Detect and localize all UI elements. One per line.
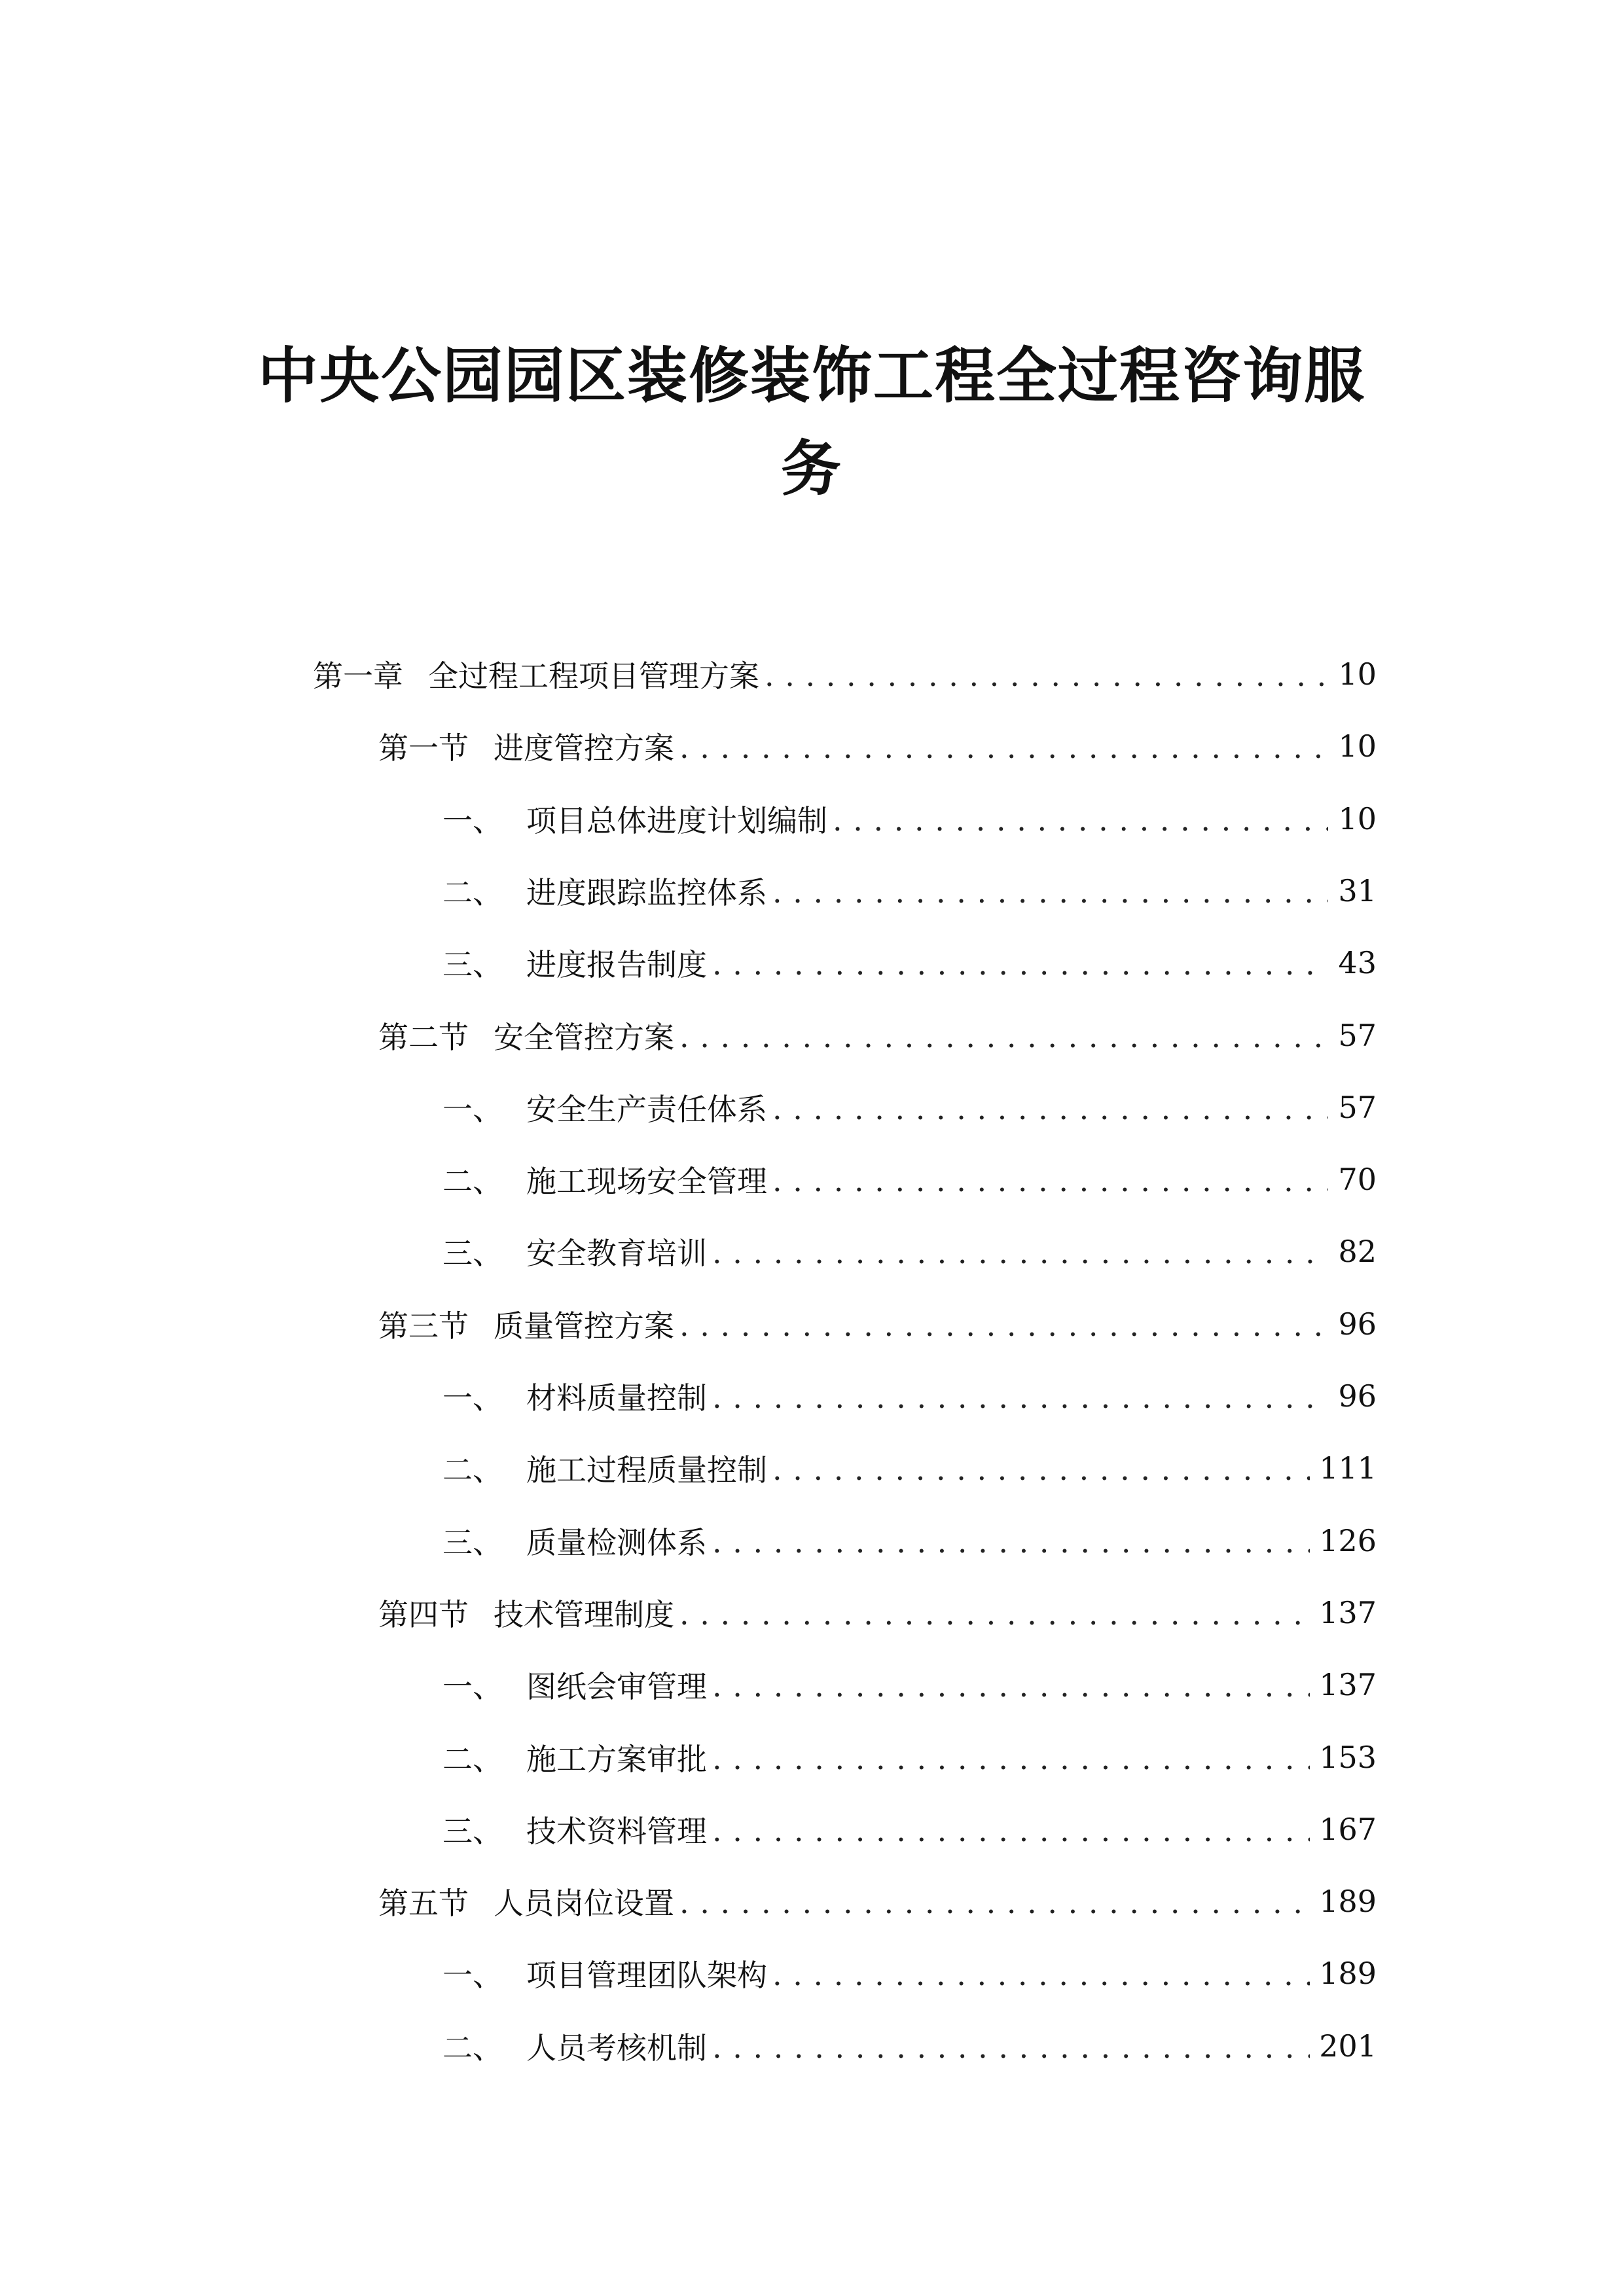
toc-entry-label: 进度报告制度 [526, 947, 707, 983]
toc-entry-page-number: 31 [1338, 872, 1377, 908]
toc-entry-number: 二、 [442, 874, 503, 910]
toc-entry-number: 二、 [442, 2030, 503, 2066]
toc-entry-page-number: 167 [1319, 1811, 1377, 1847]
toc-entry-label: 进度管控方案 [494, 730, 674, 766]
toc-entry-number: 一、 [442, 1958, 503, 1994]
toc-dot-leader [679, 730, 1328, 765]
toc-entry[interactable] [442, 1150, 1377, 1209]
toc-entry[interactable] [442, 1078, 1377, 1137]
toc-entry-number: 第一章 [313, 658, 403, 694]
toc-dot-leader [772, 1163, 1328, 1198]
toc-entry-label: 施工方案审批 [526, 1741, 707, 1777]
toc-entry-label: 质量检测体系 [526, 1524, 707, 1560]
toc-entry-number: 二、 [442, 1741, 503, 1777]
toc-entry-label: 技术资料管理 [526, 1813, 707, 1849]
toc-dot-leader [712, 946, 1328, 982]
toc-dot-leader [772, 1957, 1310, 1992]
toc-entry-page-number: 126 [1319, 1522, 1377, 1558]
toc-entry-label: 人员考核机制 [526, 2030, 707, 2066]
toc-entry[interactable] [442, 1511, 1377, 1570]
toc-entry-label: 施工现场安全管理 [526, 1164, 767, 1200]
toc-entry[interactable] [442, 2017, 1377, 2075]
toc-entry-page-number: 201 [1319, 2028, 1377, 2064]
toc-entry[interactable] [442, 933, 1377, 992]
toc-entry-label: 图纸会审管理 [526, 1669, 707, 1705]
toc-entry-number: 二、 [442, 1452, 503, 1488]
toc-dot-leader [712, 1668, 1310, 1704]
toc-dot-leader [772, 1452, 1310, 1487]
toc-entry-page-number: 96 [1338, 1378, 1377, 1414]
toc-entry-number: 一、 [442, 802, 503, 838]
toc-entry-label: 进度跟踪监控体系 [526, 874, 767, 910]
toc-entry[interactable] [378, 1295, 1377, 1354]
toc-entry-page-number: 57 [1338, 1089, 1377, 1125]
toc-entry-label: 安全生产责任体系 [526, 1091, 767, 1127]
toc-entry-page-number: 70 [1338, 1162, 1377, 1198]
toc-entry[interactable] [378, 1872, 1377, 1931]
toc-entry-number: 第三节 [378, 1308, 469, 1344]
toc-entry[interactable] [442, 789, 1377, 848]
toc-dot-leader [679, 1885, 1310, 1920]
toc-entry-number: 三、 [442, 947, 503, 983]
toc-entry-page-number: 189 [1319, 1884, 1377, 1920]
toc-entry-page-number: 137 [1319, 1667, 1377, 1703]
toc-entry[interactable] [378, 1583, 1377, 1642]
toc-entry-number: 一、 [442, 1091, 503, 1127]
toc-entry-label: 安全管控方案 [494, 1019, 674, 1055]
toc-entry[interactable] [442, 1439, 1377, 1498]
toc-dot-leader [712, 1235, 1328, 1270]
toc-dot-leader [712, 1741, 1310, 1776]
toc-dot-leader [712, 1524, 1310, 1560]
toc-dot-leader [833, 802, 1328, 838]
toc-entry-page-number: 189 [1319, 1956, 1377, 1992]
toc-entry-page-number: 10 [1338, 656, 1377, 692]
toc-dot-leader [712, 2030, 1310, 2065]
toc-entry-number: 三、 [442, 1524, 503, 1560]
toc-entry-page-number: 43 [1338, 945, 1377, 981]
toc-entry-label: 材料质量控制 [526, 1380, 707, 1416]
toc-entry[interactable] [442, 1655, 1377, 1714]
toc-entry-number: 第五节 [378, 1886, 469, 1922]
toc-entry-page-number: 137 [1319, 1594, 1377, 1630]
toc-entry[interactable] [442, 1367, 1377, 1426]
toc-entry-label: 人员岗位设置 [494, 1886, 674, 1922]
toc-dot-leader [679, 1596, 1310, 1632]
toc-entry-number: 第二节 [378, 1019, 469, 1055]
toc-dot-leader [712, 1380, 1328, 1415]
toc-entry[interactable] [442, 1728, 1377, 1787]
toc-entry-number: 一、 [442, 1669, 503, 1705]
toc-entry-number: 三、 [442, 1236, 503, 1272]
toc-entry[interactable] [442, 1222, 1377, 1281]
toc-entry-page-number: 57 [1338, 1017, 1377, 1053]
toc-entry-number: 第四节 [378, 1596, 469, 1632]
toc-entry-label: 质量管控方案 [494, 1308, 674, 1344]
toc-entry-label: 技术管理制度 [494, 1596, 674, 1632]
toc-entry-label: 项目总体进度计划编制 [526, 802, 827, 838]
toc-entry-label: 全过程工程项目管理方案 [428, 658, 759, 694]
table-of-contents [0, 645, 1624, 2117]
toc-dot-leader [772, 874, 1328, 910]
document-title-line-1: 中央公园园区装修装饰工程全过程咨询服 [257, 341, 1365, 411]
toc-dot-leader [712, 1813, 1310, 1848]
toc-entry-number: 三、 [442, 1813, 503, 1849]
toc-entry-label: 施工过程质量控制 [526, 1452, 767, 1488]
toc-entry-page-number: 111 [1319, 1450, 1377, 1486]
toc-entry-label: 项目管理团队架构 [526, 1958, 767, 1994]
toc-dot-leader [679, 1019, 1328, 1054]
toc-entry-number: 二、 [442, 1164, 503, 1200]
toc-entry[interactable] [378, 717, 1377, 776]
toc-entry-page-number: 10 [1338, 800, 1377, 836]
toc-entry-label: 安全教育培训 [526, 1236, 707, 1272]
document-title-line-2: 务 [780, 434, 842, 504]
toc-entry[interactable] [313, 645, 1377, 704]
toc-entry-page-number: 153 [1319, 1739, 1377, 1775]
toc-dot-leader [765, 658, 1328, 693]
toc-entry-page-number: 10 [1338, 728, 1377, 764]
toc-entry-number: 一、 [442, 1380, 503, 1416]
toc-dot-leader [772, 1091, 1328, 1126]
toc-entry-page-number: 96 [1338, 1306, 1377, 1342]
toc-entry[interactable] [442, 1944, 1377, 2003]
toc-entry-page-number: 82 [1338, 1234, 1377, 1270]
toc-dot-leader [679, 1308, 1328, 1343]
toc-entry[interactable] [442, 861, 1377, 920]
toc-entry[interactable] [378, 1006, 1377, 1065]
toc-entry[interactable] [442, 1800, 1377, 1859]
toc-entry-number: 第一节 [378, 730, 469, 766]
